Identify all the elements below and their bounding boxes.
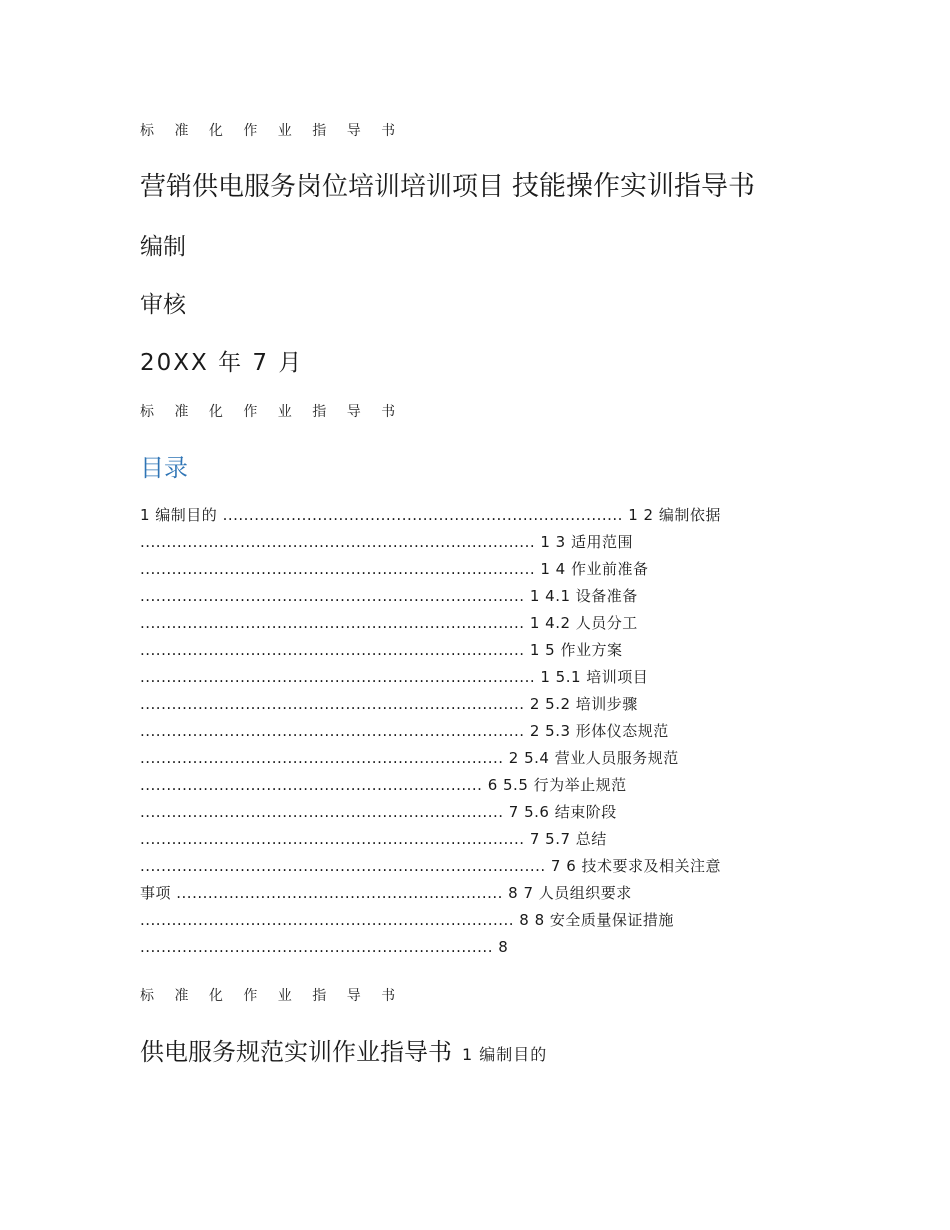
toc-line[interactable]: ......................................................................... 2 5.2 培训步骤 [140, 695, 638, 713]
toc-line[interactable]: ..................................................................... 2 5.4 营业人员服务规范 [140, 749, 679, 767]
toc-line[interactable]: ................................................................. 6 5.5 行为举止规范 [140, 776, 627, 794]
document-title-part2: 技能操作实训指导书 [512, 171, 756, 202]
toc-line[interactable]: ............................................................................. 7 6 技术要求及相关注意 [140, 857, 722, 875]
toc-line[interactable]: ......................................................................... 2 5.3 形体仪态规范 [140, 722, 669, 740]
table-of-contents [140, 502, 820, 961]
header-label-2: 标 准 化 作 业 指 导 书 [140, 404, 404, 420]
toc-line[interactable]: ......................................................................... 1 5 作业方案 [140, 641, 623, 659]
document-title-part1: 营销供电服务岗位培训培训项目 [140, 172, 505, 202]
toc-line[interactable]: ......................................................................... 1 4.1 设备准备 [140, 587, 638, 605]
toc-line[interactable]: 1 编制目的 ............................................................................ 1 2 编制依据 [140, 506, 721, 524]
toc-heading: 目录 [140, 454, 188, 482]
document-title [140, 164, 755, 203]
toc-line[interactable]: ......................................................................... 1 4.2 人员分工 [140, 614, 638, 632]
toc-line[interactable]: ......................................................................... 7 5.7 总结 [140, 830, 607, 848]
section-title [140, 1032, 547, 1067]
toc-line[interactable]: 事项 .............................................................. 8 7 人员组织要求 [140, 884, 632, 902]
toc-line[interactable]: ................................................................... 8 [140, 938, 509, 956]
header-label-1: 标 准 化 作 业 指 导 书 [140, 123, 404, 139]
section-subtitle: 1 编制目的 [462, 1045, 548, 1064]
toc-line[interactable]: ..................................................................... 7 5.6 结束阶段 [140, 803, 617, 821]
toc-line[interactable]: ........................................................................... 1 3 适用范围 [140, 533, 633, 551]
section-title-main: 供电服务规范实训作业指导书 [140, 1038, 452, 1066]
compile-label: 编制 [140, 234, 186, 260]
review-label: 审核 [140, 292, 186, 318]
toc-line[interactable]: ........................................................................... 1 4 作业前准备 [140, 560, 649, 578]
toc-line[interactable]: ........................................................................... 1 5.1 培训项目 [140, 668, 649, 686]
toc-line[interactable]: ....................................................................... 8 8 安全质量保证措施 [140, 911, 674, 929]
header-label-3: 标 准 化 作 业 指 导 书 [140, 988, 404, 1004]
document-date: 20XX 年 7 月 [140, 350, 304, 376]
